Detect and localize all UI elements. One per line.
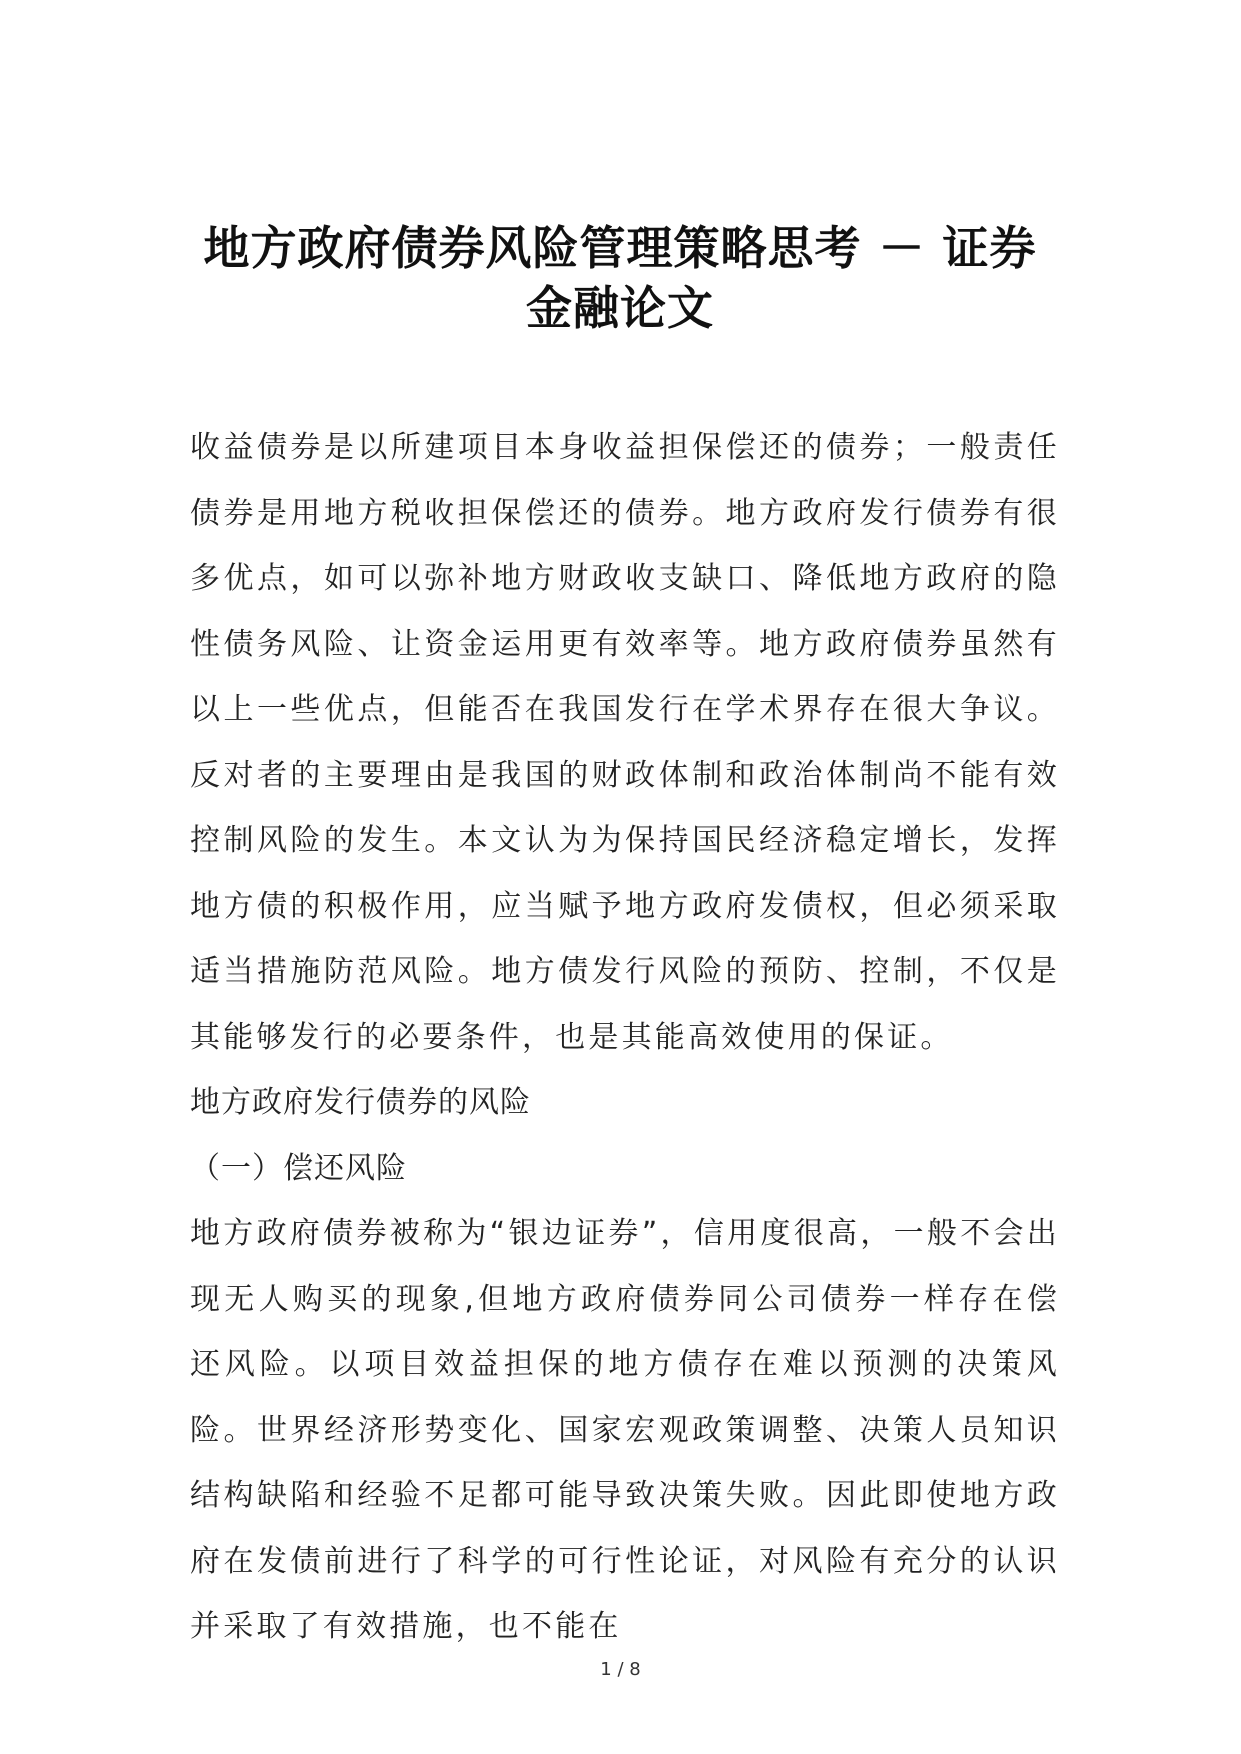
body-paragraph: 收益债券是以所建项目本身收益担保偿还的债券；一般责任债券是用地方税收担保偿还的债券。地方政府发行债券有很多优点，如可以弥补地方财政收支缺口、降低地方政府的隐性债务风险、让资金运用更有效率等。地方政府债券虽然有以上一些优点，但能否在我国发行在学术界存在很大争议。反对者的主要理由是我国的财政体制和政治体制尚不能有效控制风险的发生。本文认为为保持国民经济稳定增长，发挥地方债的积极作用，应当赋予地方政府发债权，但必须采取适当措施防范风险。地方债发行风险的预防、控制，不仅是其能够发行的必要条件，也是其能高效使用的保证。	[190, 430, 1060, 1055]
document-body	[190, 415, 1060, 1660]
body-paragraph: 地方政府债券被称为“银边证券”，信用度很高，一般不会出现无人购买的现象,但地方政府债券同公司债券一样存在偿还风险。以项目效益担保的地方债存在难以预测的决策风险。世界经济形势变化、国家宏观政策调整、决策人员知识结构缺陷和经验不足都可能导致决策失败。因此即使地方政府在发债前进行了科学的可行性论证，对风险有充分的认识并采取了有效措施，也不能在	[190, 1216, 1060, 1644]
document-title: 地方政府债券风险管理策略思考 － 证券金融论文	[203, 221, 1037, 335]
section-heading: 地方政府发行债券的风险	[190, 1085, 531, 1120]
page-number: 1 / 8	[600, 1659, 641, 1680]
subsection-heading: （一）偿还风险	[190, 1150, 407, 1186]
